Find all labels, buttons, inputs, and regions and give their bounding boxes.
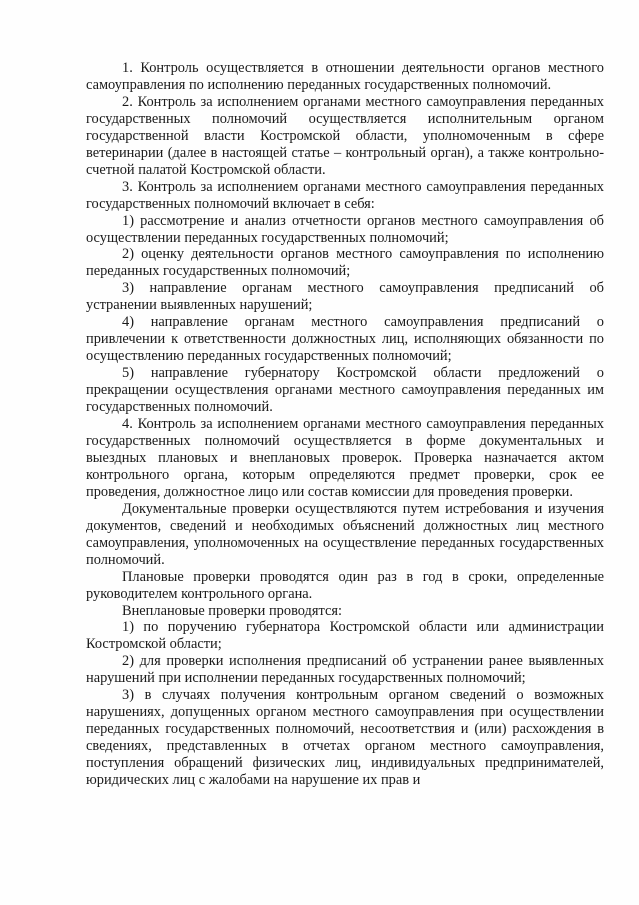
paragraph-3-item-5: 5) направление губернатору Костромской области предложений о прекращении осуществления органами местного самоуправления переданных им государственных полномочий. (86, 365, 604, 416)
unplanned-item-3: 3) в случаях получения контрольным органом сведений о возможных нарушениях, допущенных органом местного самоуправления при осуществлении переданных государственных полномочий, несоответствия и (или) расхождения в сведениях, представленных в отчетах органом местного самоуправления, поступления обращений физических лиц, индивидуальных предпринимателей, юридических лиц с жалобами на нарушение их прав и (86, 687, 604, 789)
paragraph-documentary-checks: Документальные проверки осуществляются путем истребования и изучения документов, сведений и необходимых объяснений должностных лиц местного самоуправления, уполномоченных на осуществление переданных государственных полномочий. (86, 500, 604, 568)
paragraph-3-item-4: 4) направление органам местного самоуправления предписаний о привлечении к ответственности должностных лиц, исполняющих обязанности по осуществлению переданных государственных полномочий; (86, 314, 604, 365)
paragraph-1: 1. Контроль осуществляется в отношении деятельности органов местного самоуправления по исполнению переданных государственных полномочий. (86, 60, 604, 93)
paragraph-3-item-2: 2) оценку деятельности органов местного самоуправления по исполнению переданных государственных полномочий; (86, 246, 604, 280)
unplanned-item-2: 2) для проверки исполнения предписаний об устранении ранее выявленных нарушений при исполнении переданных государственных полномочий; (86, 653, 604, 687)
document-body (86, 60, 604, 789)
paragraph-unplanned-checks: Внеплановые проверки проводятся: (122, 602, 342, 619)
paragraph-2: 2. Контроль за исполнением органами местного самоуправления переданных государственных полномочий осуществляется исполнительным органом государственной власти Костромской области, уполномоченным в сфере ветеринарии (далее в настоящей статье – контрольный орган), а также контрольно-счетной палатой Костромской области. (86, 93, 604, 178)
paragraph-3: 3. Контроль за исполнением органами местного самоуправления переданных государственных полномочий включает в себя: (86, 178, 604, 212)
paragraph-3-item-3: 3) направление органам местного самоуправления предписаний об устранении выявленных нарушений; (86, 280, 604, 314)
paragraph-planned-checks: Плановые проверки проводятся один раз в год в сроки, определенные руководителем контрольного органа. (86, 568, 604, 602)
paragraph-3-item-1: 1) рассмотрение и анализ отчетности органов местного самоуправления об осуществлении переданных государственных полномочий; (86, 212, 604, 246)
unplanned-item-1: 1) по поручению губернатора Костромской области или администрации Костромской области; (86, 619, 604, 653)
paragraph-4: 4. Контроль за исполнением органами местного самоуправления переданных государственных полномочий осуществляется в форме документальных и выездных плановых и внеплановых проверок. Проверка назначается актом контрольного органа, которым определяются предмет проверки, срок ее проведения, должностное лицо или состав комиссии для проведения проверки. (86, 416, 604, 500)
